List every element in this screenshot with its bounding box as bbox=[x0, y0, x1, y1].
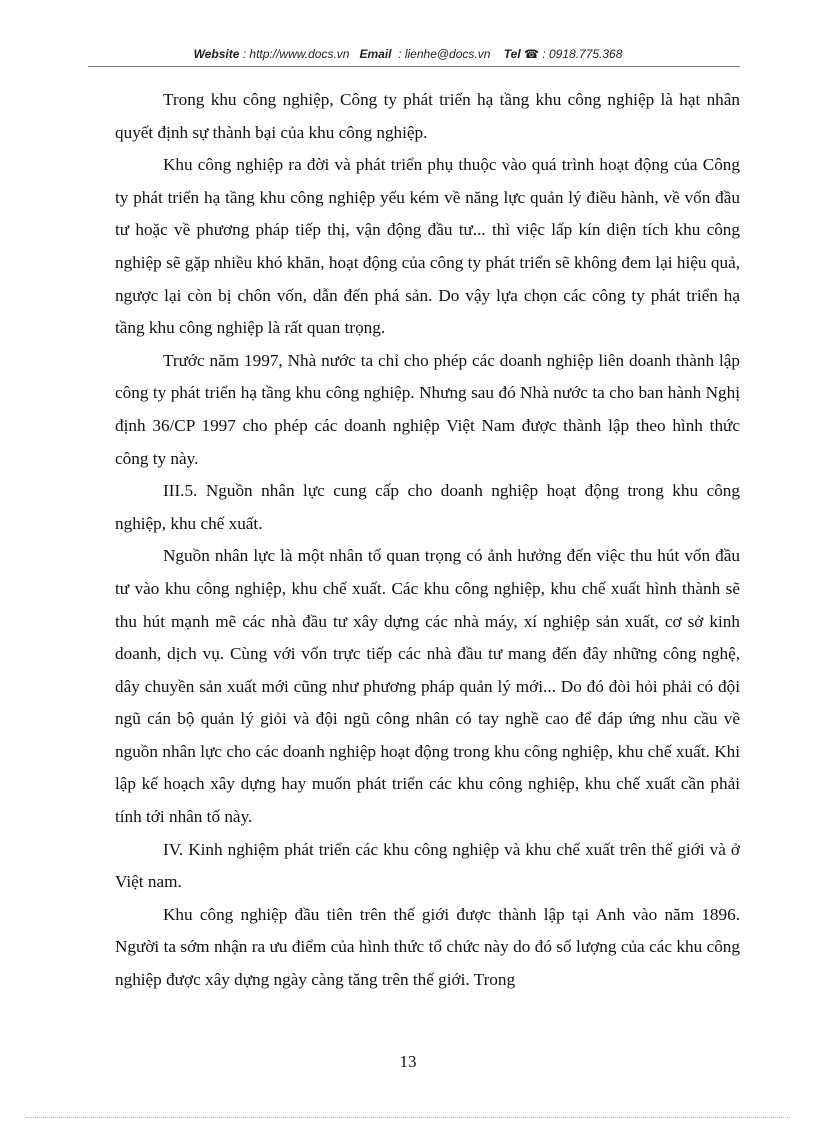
page-number: 13 bbox=[399, 1052, 417, 1071]
website-label: Website bbox=[193, 47, 240, 61]
paragraph: Trong khu công nghiệp, Công ty phát triển hạ tầng khu công nghiệp là hạt nhân quyết định sự thành bại của khu công nghiệp. bbox=[115, 90, 740, 142]
page-header: Website : http://www.docs.vn Email : lienhe@docs.vn Tel ☎ : 0918.775.368 bbox=[193, 47, 623, 61]
header-divider bbox=[88, 66, 740, 67]
footer-divider bbox=[26, 1117, 790, 1118]
email-label: Email bbox=[359, 47, 392, 61]
paragraph: Nguồn nhân lực là một nhân tố quan trọng có ảnh hưởng đến việc thu hút vốn đầu tư vào khu công nghiệp, khu chế xuất. Các khu công nghiệp, khu chế xuất hình thành sẽ thu hút mạnh mẽ các nhà đầu tư xây dựng các nhà máy, xí nghiệp sản xuất, cơ sở kinh doanh, dịch vụ. Cùng với vốn trực tiếp các nhà đầu tư mang đến đây những công nghệ, dây chuyền sản xuất mới cũng như phương pháp quản lý mới... Do đó đòi hỏi phải có đội ngũ cán bộ quản lý giỏi và đội ngũ công nhân có tay nghề cao để đáp ứng nhu cầu về nguồn nhân lực cho các doanh nghiệp hoạt động trong khu công nghiệp, khu chế xuất. Khi lập kế hoạch xây dựng hay muốn phát triển các khu công nghiệp, khu chế xuất cần phải tính tới nhân tố này. bbox=[115, 546, 740, 827]
document-body bbox=[115, 84, 740, 997]
paragraph: Trước năm 1997, Nhà nước ta chỉ cho phép các doanh nghiệp liên doanh thành lập công ty phát triển hạ tầng khu công nghiệp. Nhưng sau đó Nhà nước ta cho ban hành Nghị định 36/CP 1997 cho phép các doanh nghiệp Việt Nam được thành lập theo hình thức công ty này. bbox=[115, 350, 740, 468]
paragraph: Khu công nghiệp đầu tiên trên thế giới được thành lập tại Anh vào năm 1896. Người ta sớm nhận ra ưu điểm của hình thức tổ chức này do đó số lượng của các khu công nghiệp được xây dựng ngày càng tăng trên thế giới. Trong bbox=[115, 904, 740, 990]
tel-label: Tel bbox=[503, 47, 521, 61]
section-heading: IV. Kinh nghiệm phát triển các khu công nghiệp và khu chế xuất trên thế giới và ở Việt nam. bbox=[115, 839, 740, 892]
section-heading: III.5. Nguồn nhân lực cung cấp cho doanh nghiệp hoạt động trong khu công nghiệp, khu chế xuất. bbox=[115, 481, 740, 533]
website-value: http://www.docs.vn bbox=[249, 47, 350, 61]
paragraph: Khu công nghiệp ra đời và phát triển phụ thuộc vào quá trình hoạt động của Công ty phát triển hạ tầng khu công nghiệp yếu kém về năng lực quản lý điều hành, về vốn đầu tư hoặc về phương pháp tiếp thị, vận động đầu tư... thì việc lấp kín diện tích khu công nghiệp sẽ gặp nhiều khó khăn, hoạt động của công ty phát triển sẽ không đem lại hiệu quả, ngược lại còn bị chôn vốn, dẫn đến phá sản. Do vậy lựa chọn các công ty phát triển hạ tầng khu công nghiệp là rất quan trọng. bbox=[115, 155, 740, 338]
phone-icon: ☎ bbox=[524, 47, 539, 61]
tel-value: 0918.775.368 bbox=[549, 47, 623, 61]
email-value: lienhe@docs.vn bbox=[404, 47, 491, 61]
